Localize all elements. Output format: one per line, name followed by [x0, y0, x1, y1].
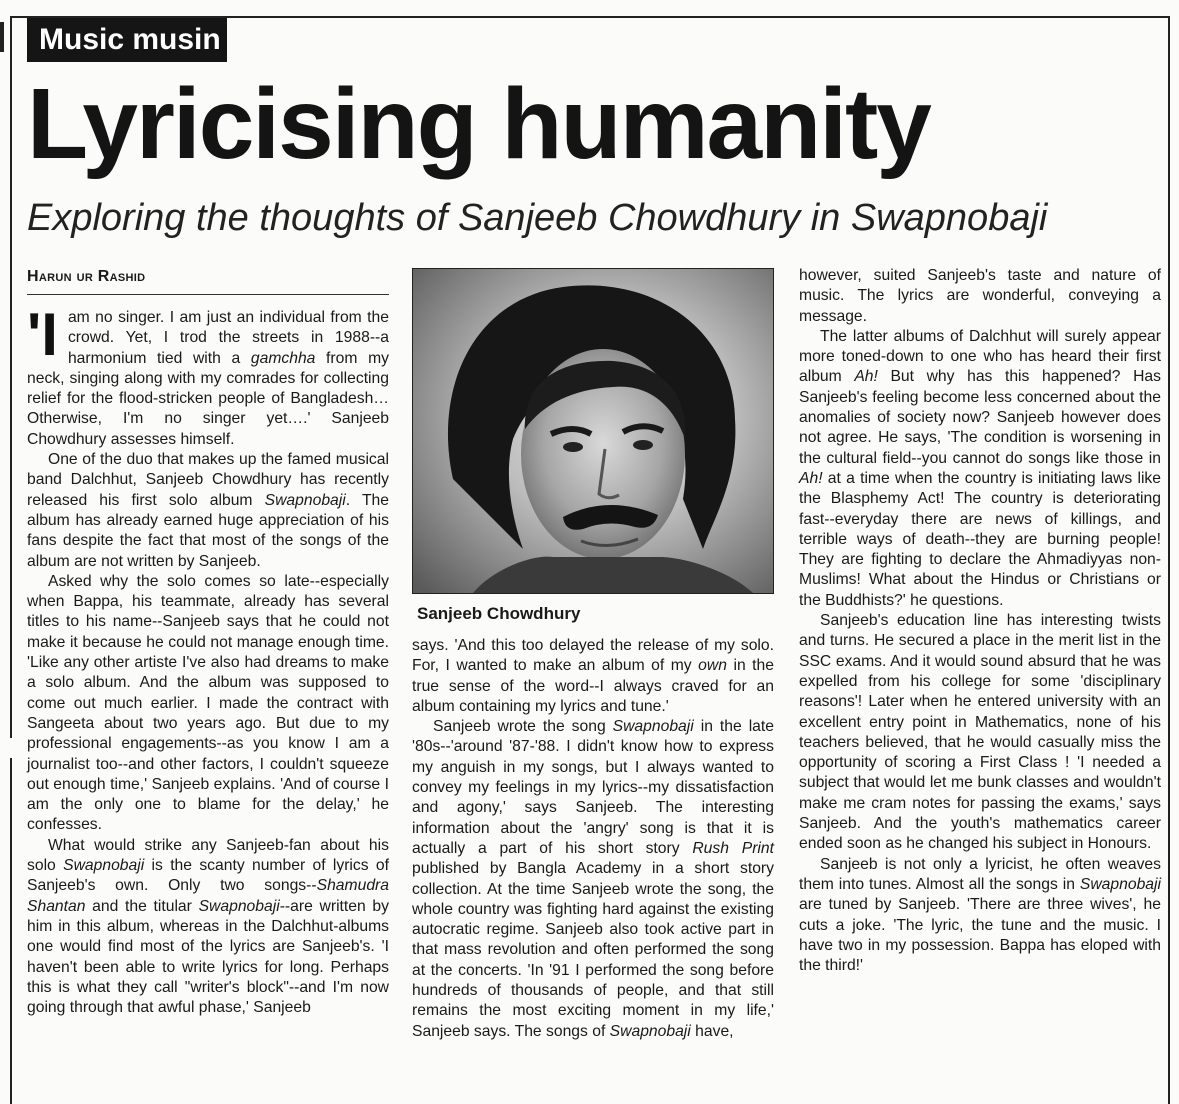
paragraph: 'Iam no singer. I am just an individual from the crowd. Yet, I trod the streets in 1988--a harmonium tied with a gamchha from my neck, singing along with my comrades for collecting relief for the flood-stricken people of Bangladesh…Otherwise, I'm no singer yet….' Sanjeeb Chowdhury assesses himself.: [27, 301, 389, 448]
paragraph: Sanjeeb is not only a lyricist, he often weaves them into tunes. Almost all the songs in Swapnobaji are tuned by Sanjeeb. 'There are three wives', he cuts a joke. 'The lyric, the tune and the music. I have two in my possession. Bappa has eloped with the third!': [799, 855, 1161, 975]
drop-cap: 'I: [27, 301, 58, 368]
headline: Lyricising humanity: [27, 68, 930, 180]
paragraph: says. 'And this too delayed the release of my solo. For, I wanted to make an album of my own in the true sense of the word--I always craved for an album containing my lyrics and tune.': [412, 637, 774, 715]
article-column-2: [412, 636, 774, 1042]
page-border-left-lower: [10, 758, 12, 1104]
paragraph: What would strike any Sanjeeb-fan about his solo Swapnobaji is the scanty number of lyrics of Sanjeeb's own. Only two songs--Shamudra Shantan and the titular Swapnobaji--are written by him in this album, whereas in the Dalchhut-albums one would find most of the lyrics are Sanjeeb's. 'I haven't been able to write lyrics for long. Perhaps this is what they call "writer's block"--and I'm now going through that awful phase,' Sanjeeb: [27, 836, 390, 1017]
portrait-photo: [412, 268, 774, 594]
section-label: Music musin: [27, 18, 227, 62]
paragraph: Sanjeeb wrote the song Swapnobaji in the late '80s--'around '87-'88. I didn't know how to express my anguish in my songs, but I always wanted to convey my feelings in my lyrics--my dissatisfaction and agony,' says Sanjeeb. The interesting information about the 'angry' song is that it is actually a part of his short story Rush Print published by Bangla Academy in a short story collection. At the time Sanjeeb wrote the song, the whole country was fighting hard against the existing autocratic regime. Sanjeeb also took active part in that mass revolution and often performed the song at the concerts. 'In '91 I performed the song before hundreds of thousands of people, and that still remains the most exciting moment in my life,' Sanjeeb says. The songs of Swapnobaji have,: [412, 718, 774, 1040]
paragraph: One of the duo that makes up the famed musical band Dalchhut, Sanjeeb Chowdhury has recently released his first solo album Swapnobaji. The album has already earned huge appreciation of his fans despite the fact that most of the songs of the album are not written by Sanjeeb.: [27, 451, 389, 570]
page-border-left: [10, 16, 12, 738]
article-column-1: [27, 301, 390, 1018]
subheadline: Exploring the thoughts of Sanjeeb Chowdhury in Swapnobaji: [27, 197, 1048, 239]
byline: Harun ur Rashid: [27, 262, 389, 295]
paragraph: The latter albums of Dalchhut will surely appear more toned-down to one who has heard their first album Ah! But why has this happened? Has Sanjeeb's feeling become less concerned about the anomalies of society now? Sanjeeb however does not agree. He says, 'The condition is worsening in the cultural field--you cannot do songs like those in Ah! at a time when the country is initiating laws like the Blasphemy Act! The country is deteriorating fast--everyday there are news of killings, and terrible ways of death--they are burning people! They are fighting to declare the Ahmadiyyas non-Muslims! What about the Hindus or Christians or the Buddhists?' he questions.: [799, 327, 1161, 609]
paragraph: Sanjeeb's education line has interesting twists and turns. He secured a place in the merit list in the SSC exams. And it would sound absurd that he was expelled from his college for some 'disciplinary reasons'! Later when he entered university with an excellent entry point in Mathematics, none of his teachers believed, that he would casually miss the opportunity of scoring a First Class ! 'I needed a subject that would let me bunk classes and wouldn't make me cram notes for passing the exams,' says Sanjeeb. And the youth's mathematics career ended soon as he changed his subject in Honours.: [799, 612, 1161, 853]
paragraph: Asked why the solo comes so late--especially when Bappa, his teammate, already has several titles to his name--Sanjeeb says that he could not make it because he could not manage enough time. 'Like any other artiste I've also had dreams to make a solo album. And the album was supposed to come out much earlier. I made the contract with Sangeeta about two years ago. But due to my professional engagements--as you know I am a journalist too--and other factors, I couldn't squeeze out enough time,' Sanjeeb explains. 'And of course I am the only one to blame for the delay,' he confesses.: [27, 572, 389, 834]
article-column-3: [799, 266, 1161, 976]
photo-caption: Sanjeeb Chowdhury: [417, 604, 581, 623]
page-border-right: [1168, 16, 1170, 1104]
edge-mark: [0, 22, 4, 52]
paragraph: however, suited Sanjeeb's taste and nature of music. The lyrics are wonderful, conveying a message.: [799, 267, 1161, 325]
